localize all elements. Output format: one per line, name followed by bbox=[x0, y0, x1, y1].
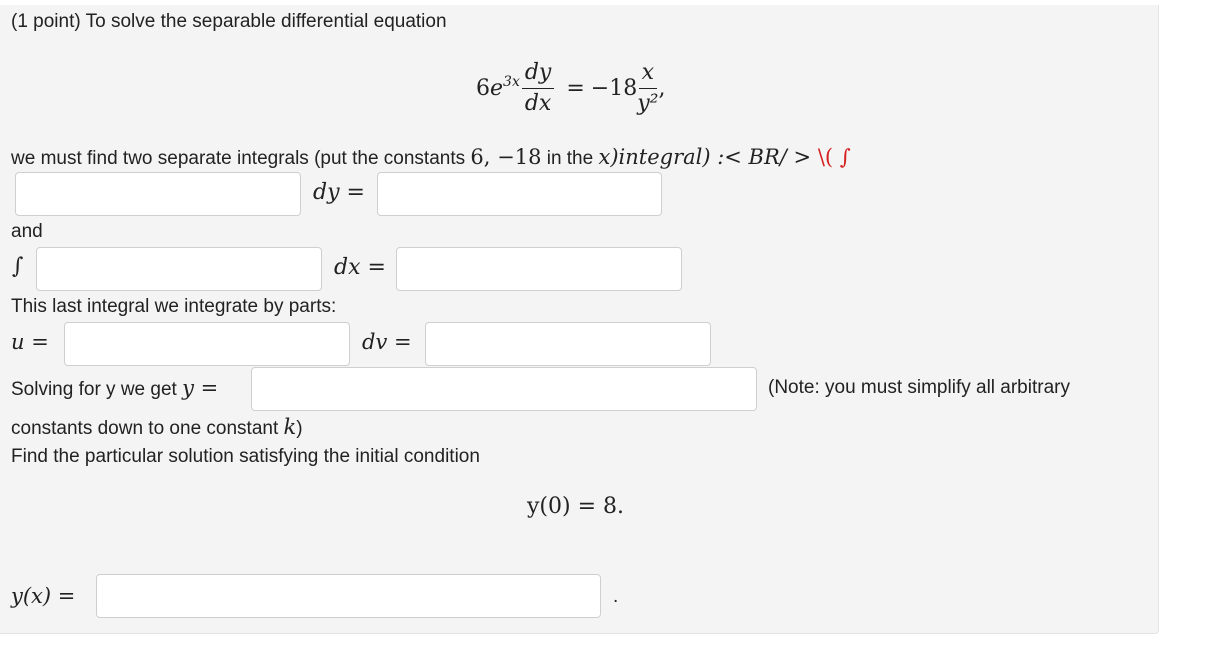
dy-equals-label: dy = bbox=[313, 180, 365, 205]
answer-period: . bbox=[613, 586, 619, 607]
simplify-note: (Note: you must simplify all arbitrary bbox=[768, 377, 1070, 398]
eq-equals: = bbox=[566, 75, 585, 101]
dx-equals-label: dx = bbox=[334, 255, 386, 280]
dv-equals-label: dv = bbox=[362, 330, 412, 354]
eq-trailing-comma: , bbox=[658, 75, 666, 101]
and-label: and bbox=[11, 221, 43, 242]
y-equals-label: y = bbox=[182, 376, 219, 400]
broken-markup-text: )integral) :< BR/ > bbox=[610, 145, 818, 169]
solving-text: Solving for y we get bbox=[11, 379, 183, 400]
eq-coef-left: 6 bbox=[476, 75, 490, 101]
y-particular-input[interactable] bbox=[96, 574, 601, 618]
x-variable: x bbox=[598, 145, 611, 169]
u-equals-label: u = bbox=[11, 330, 49, 354]
integral-dy-integrand-input[interactable] bbox=[15, 172, 301, 216]
eq-exp-power: 3x bbox=[503, 74, 520, 90]
separate-prefix: we must find two separate integrals (put the constants bbox=[11, 148, 471, 169]
integral-dy-result-input[interactable] bbox=[377, 172, 662, 216]
by-parts-text: This last integral we integrate by parts: bbox=[11, 296, 337, 317]
integral-sign: ∫ bbox=[12, 254, 24, 279]
problem-intro: (1 point) To solve the separable differential equation bbox=[11, 11, 447, 32]
particular-solution-text: Find the particular solution satisfying the initial condition bbox=[11, 446, 480, 467]
solving-text-line bbox=[11, 376, 218, 401]
y-general-input[interactable] bbox=[251, 367, 757, 411]
eq-rhs-fraction bbox=[637, 59, 658, 118]
close-paren: ) bbox=[296, 418, 303, 439]
constants-values: 6, −18 bbox=[470, 145, 542, 169]
constants-line bbox=[11, 415, 303, 440]
eq-deriv-num: dy bbox=[522, 59, 555, 89]
in-the-text: in the bbox=[541, 148, 599, 169]
initial-condition: y(0) = 8. bbox=[527, 494, 625, 519]
eq-derivative bbox=[522, 59, 555, 118]
differential-equation bbox=[476, 56, 665, 120]
k-variable: k bbox=[283, 415, 297, 439]
eq-deriv-den: dx bbox=[524, 90, 552, 116]
broken-red-markup: \( ∫ bbox=[817, 145, 851, 169]
constants-text: constants down to one constant bbox=[11, 418, 284, 439]
u-input[interactable] bbox=[64, 322, 350, 366]
y-of-x-label: y(x) = bbox=[11, 584, 76, 608]
eq-rhs-den: y² bbox=[637, 90, 659, 116]
integral-dx-integrand-input[interactable] bbox=[36, 247, 322, 291]
separate-instructions bbox=[11, 145, 851, 170]
eq-exp-base: e bbox=[490, 75, 504, 101]
dv-input[interactable] bbox=[425, 322, 711, 366]
integral-dx-result-input[interactable] bbox=[396, 247, 682, 291]
eq-coef-right: −18 bbox=[590, 75, 638, 101]
eq-rhs-num: x bbox=[639, 59, 657, 89]
